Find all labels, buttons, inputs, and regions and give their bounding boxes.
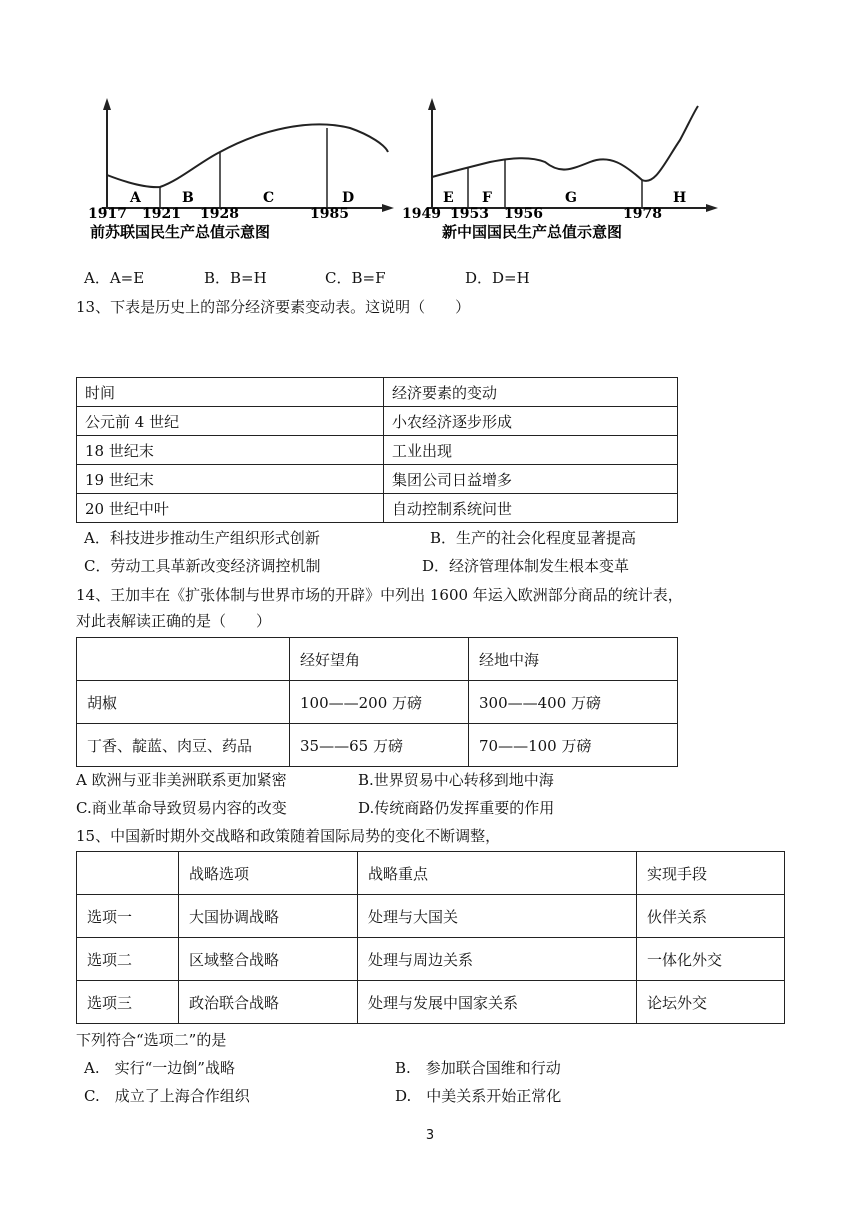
table-cell: 胡椒 <box>77 681 290 724</box>
q14-option-c: C.商业革命导致贸易内容的改变 <box>76 799 287 817</box>
q13-option-a: A．科技进步推动生产组织形式创新 <box>84 529 320 547</box>
q15-follow-question: 下列符合“选项二”的是 <box>76 1031 227 1049</box>
table-cell: 处理与发展中国家关系 <box>358 981 637 1024</box>
segment-a-label: A <box>130 190 141 206</box>
table-cell: 经地中海 <box>469 638 678 681</box>
table-cell: 战略选项 <box>179 852 358 895</box>
segment-h-label: H <box>673 190 687 206</box>
table-row <box>77 681 678 724</box>
table-cell <box>77 638 290 681</box>
table-cell: 经济要素的变动 <box>384 378 678 407</box>
soviet-chart-caption: 前苏联国民生产总值示意图 <box>90 223 271 241</box>
q13-stem: 13、下表是历史上的部分经济要素变动表。这说明（ ） <box>76 298 471 316</box>
year-1949: 1949 <box>402 206 441 222</box>
table-cell: 工业出现 <box>384 436 678 465</box>
table-cell: 处理与大国关 <box>358 895 637 938</box>
segment-d-label: D <box>342 190 355 206</box>
q15-stem: 15、中国新时期外交战略和政策随着国际局势的变化不断调整， <box>76 827 501 845</box>
table-row <box>77 981 785 1024</box>
page-number: 3 <box>425 1128 435 1143</box>
table-cell: 选项三 <box>77 981 179 1024</box>
q12-option-b: B．B=H <box>204 269 267 287</box>
q14-stem-line2: 对此表解读正确的是（ ） <box>76 612 272 630</box>
table-row <box>77 407 678 436</box>
year-1917: 1917 <box>88 206 127 222</box>
table-cell: 论坛外交 <box>637 981 785 1024</box>
soviet-gdp-chart <box>88 98 394 241</box>
year-1978: 1978 <box>623 206 662 222</box>
table-row <box>77 465 678 494</box>
q12-option-c: C．B=F <box>325 269 386 287</box>
table-cell: 战略重点 <box>358 852 637 895</box>
table-cell: 区域整合战略 <box>179 938 358 981</box>
table-header-row <box>77 638 678 681</box>
q12-option-a: A．A=E <box>84 269 145 287</box>
table-header-row <box>77 852 785 895</box>
table-cell: 35——65 万磅 <box>290 724 469 767</box>
table-cell: 100——200 万磅 <box>290 681 469 724</box>
table-cell: 70——100 万磅 <box>469 724 678 767</box>
table-cell: 选项二 <box>77 938 179 981</box>
table-cell: 20 世纪中叶 <box>77 494 384 523</box>
table-row <box>77 895 785 938</box>
table-cell: 自动控制系统问世 <box>384 494 678 523</box>
table-cell: 选项一 <box>77 895 179 938</box>
table-cell: 大国协调战略 <box>179 895 358 938</box>
q14-option-d: D.传统商路仍发挥重要的作用 <box>358 799 555 817</box>
table-cell: 处理与周边关系 <box>358 938 637 981</box>
table-cell: 政治联合战略 <box>179 981 358 1024</box>
year-1985: 1985 <box>310 206 349 222</box>
q15-option-c: C. 成立了上海合作组织 <box>84 1087 250 1105</box>
table-cell: 一体化外交 <box>637 938 785 981</box>
q15-option-a: A. 实行“一边倒”战略 <box>84 1059 235 1077</box>
q13-option-b: B．生产的社会化程度显著提高 <box>430 529 637 547</box>
segment-e-label: E <box>443 190 454 206</box>
table-cell: 小农经济逐步形成 <box>384 407 678 436</box>
segment-c-label: C <box>263 190 275 206</box>
table-cell: 经好望角 <box>290 638 469 681</box>
q14-option-a: A 欧洲与亚非美洲联系更加紧密 <box>76 771 287 789</box>
table-row <box>77 724 678 767</box>
table-cell <box>77 852 179 895</box>
q14-option-b: B.世界贸易中心转移到地中海 <box>358 771 554 789</box>
q12-option-d: D．D=H <box>465 269 530 287</box>
q15-table <box>76 851 785 1024</box>
table-row <box>77 494 678 523</box>
table-header-row <box>77 378 678 407</box>
table-cell: 公元前 4 世纪 <box>77 407 384 436</box>
q13-table <box>76 377 678 523</box>
year-1956: 1956 <box>504 206 543 222</box>
q15-option-b: B. 参加联合国维和行动 <box>395 1059 561 1077</box>
table-cell: 伙伴关系 <box>637 895 785 938</box>
q13-option-c: C．劳动工具革新改变经济调控机制 <box>84 557 321 575</box>
year-1953: 1953 <box>450 206 489 222</box>
year-1921: 1921 <box>142 206 181 222</box>
table-cell: 18 世纪末 <box>77 436 384 465</box>
q14-stem-line1: 14、王加丰在《扩张体制与世界市场的开辟》中列出 1600 年运入欧洲部分商品的统计表， <box>76 586 683 604</box>
q15-option-d: D. 中美关系开始正常化 <box>395 1087 562 1105</box>
segment-b-label: B <box>182 190 194 206</box>
q14-table <box>76 637 678 767</box>
table-cell: 300——400 万磅 <box>469 681 678 724</box>
q13-option-d: D．经济管理体制发生根本变革 <box>422 557 630 575</box>
table-cell: 实现手段 <box>637 852 785 895</box>
table-cell: 19 世纪末 <box>77 465 384 494</box>
table-cell: 时间 <box>77 378 384 407</box>
table-cell: 丁香、靛蓝、肉豆、药品 <box>77 724 290 767</box>
china-chart-caption: 新中国国民生产总值示意图 <box>442 223 623 241</box>
table-cell: 集团公司日益增多 <box>384 465 678 494</box>
segment-g-label: G <box>565 190 577 206</box>
gdp-charts <box>70 90 810 250</box>
table-row <box>77 436 678 465</box>
table-row <box>77 938 785 981</box>
china-gdp-chart <box>402 98 718 241</box>
year-1928: 1928 <box>200 206 239 222</box>
segment-f-label: F <box>482 190 492 206</box>
